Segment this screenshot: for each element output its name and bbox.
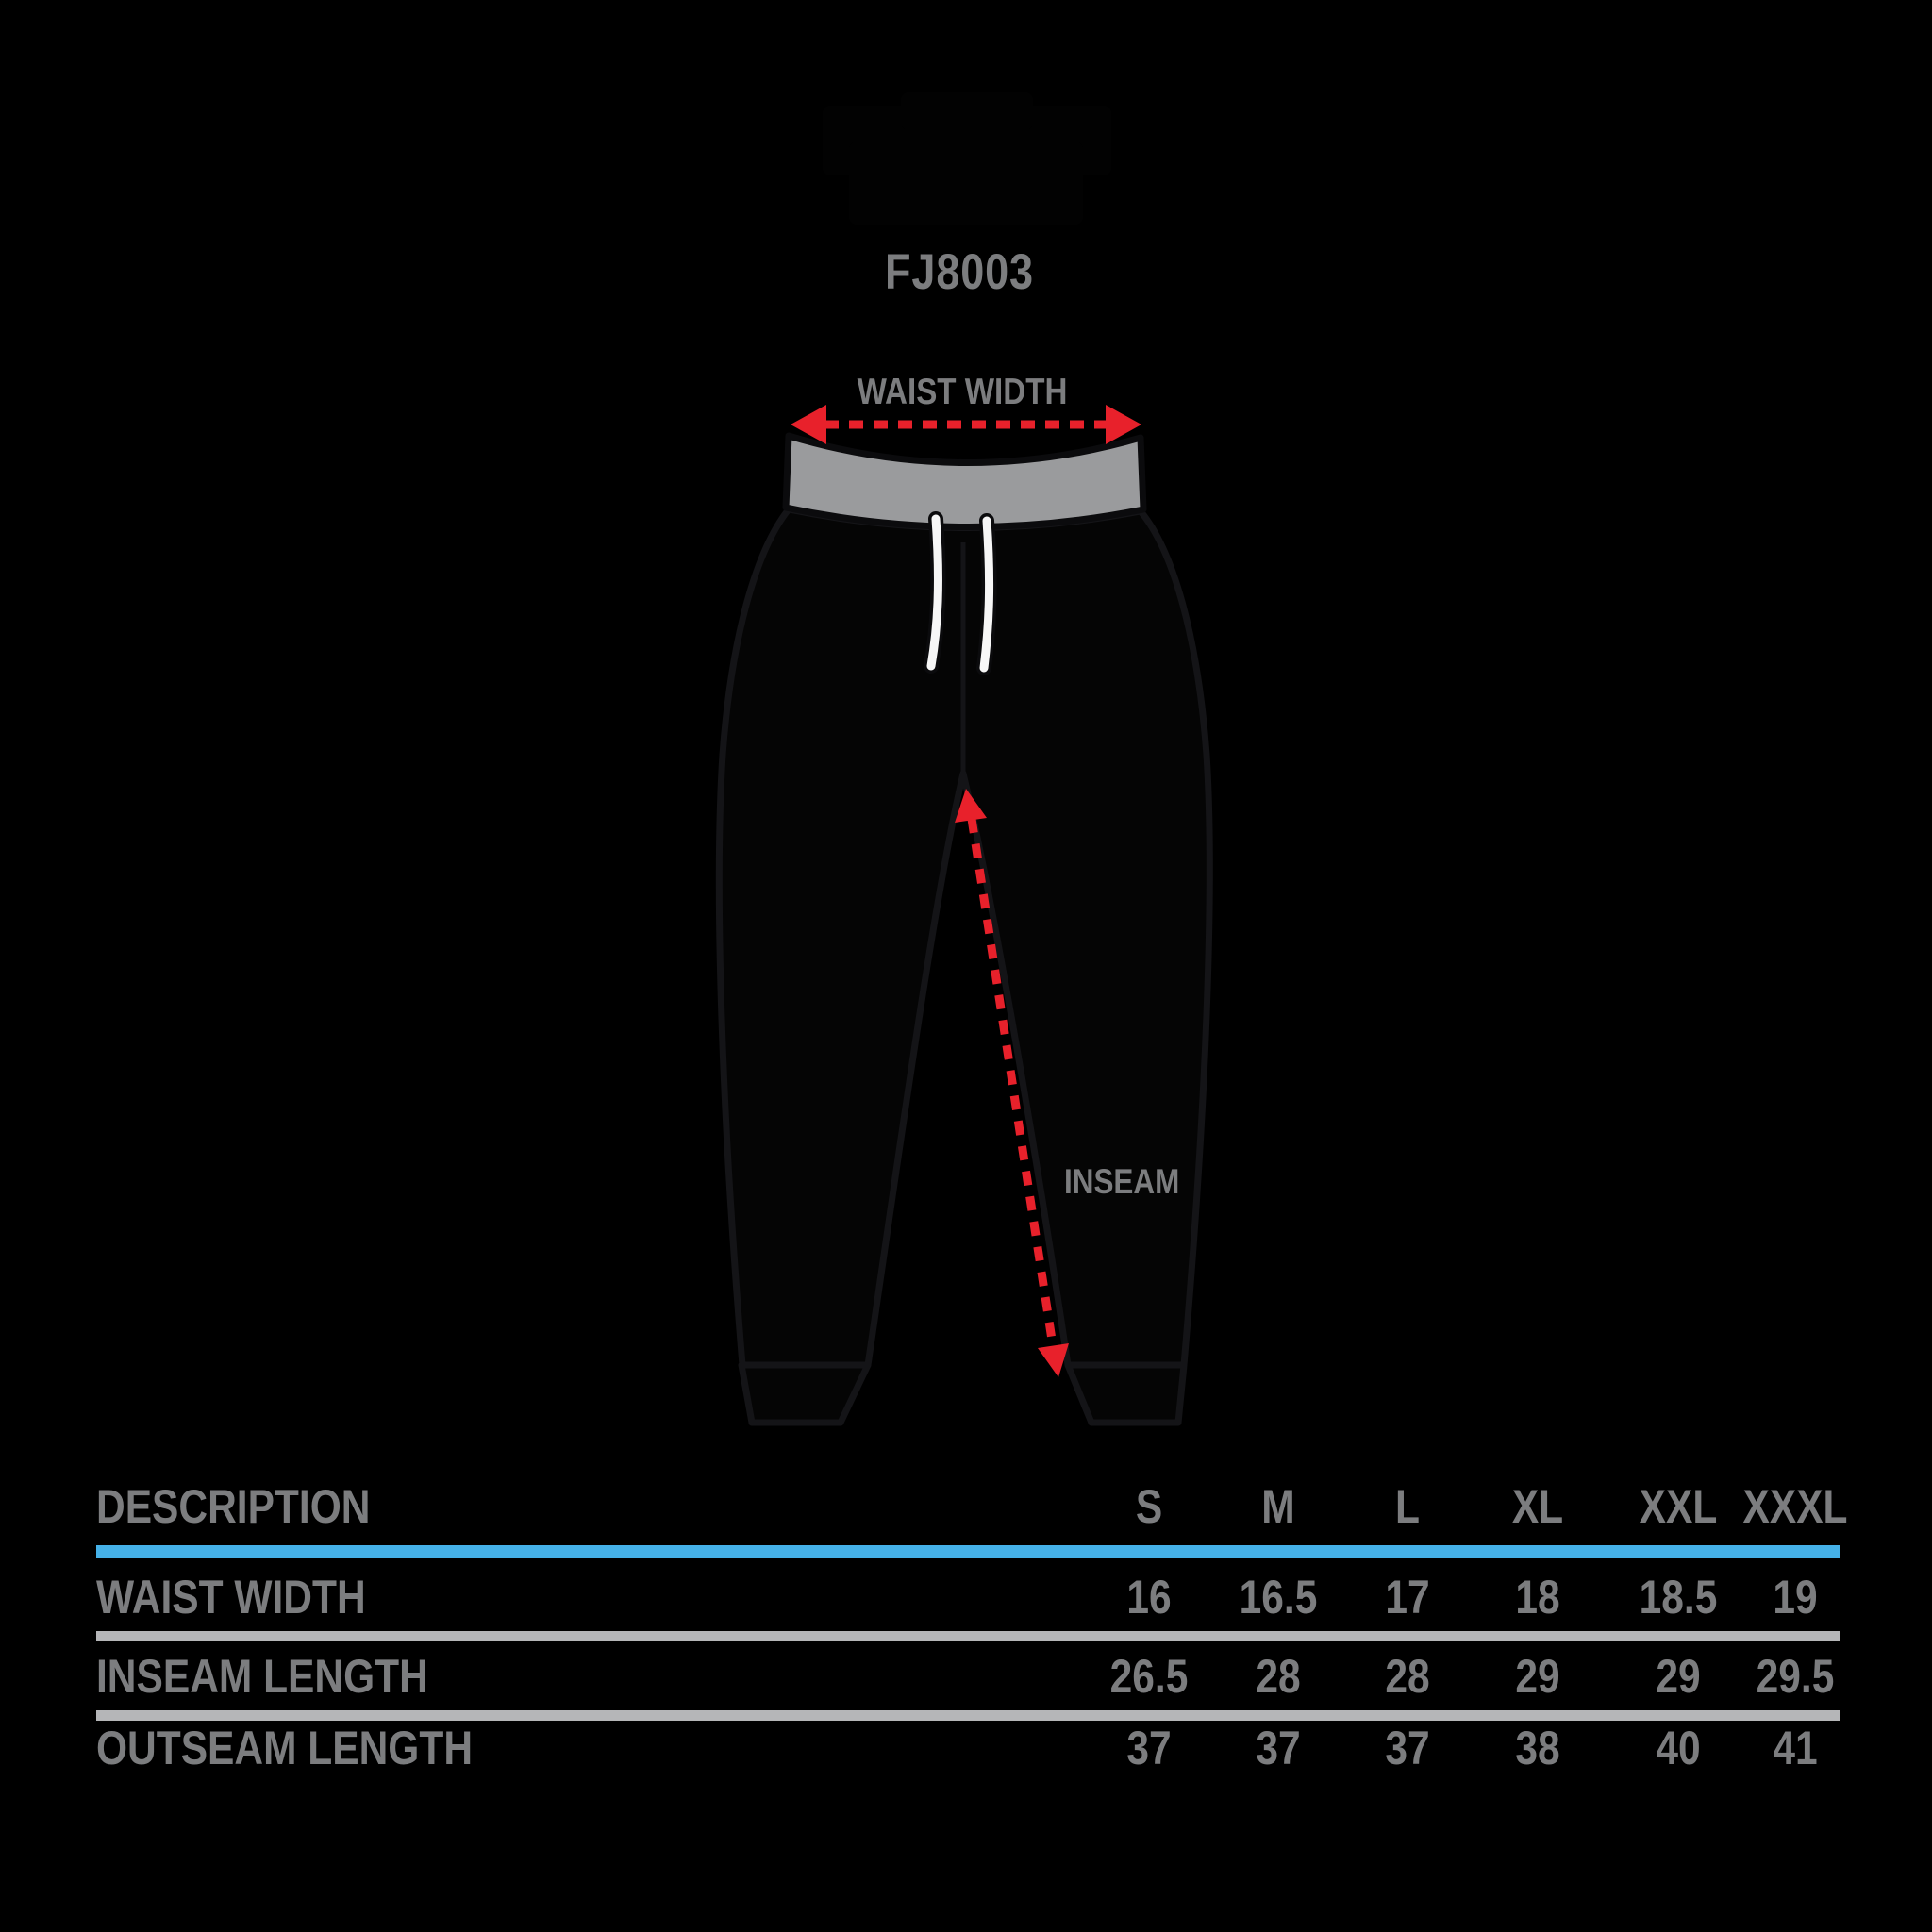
table-value: 28 bbox=[1385, 1650, 1430, 1703]
column-header-size: XXL bbox=[1639, 1480, 1718, 1533]
row-label: WAIST WIDTH bbox=[96, 1571, 366, 1624]
table-value: 29.5 bbox=[1756, 1650, 1835, 1703]
table-value: 37 bbox=[1126, 1722, 1172, 1774]
table-value: 26.5 bbox=[1109, 1650, 1189, 1703]
table-value: 29 bbox=[1656, 1650, 1701, 1703]
right-cuff bbox=[1068, 1365, 1184, 1423]
drawstring-right bbox=[984, 521, 990, 668]
table-value: 18.5 bbox=[1639, 1571, 1718, 1624]
brand-logo bbox=[823, 92, 1111, 225]
table-value: 16 bbox=[1126, 1571, 1172, 1624]
column-header-size: XL bbox=[1511, 1480, 1564, 1533]
waistband bbox=[786, 436, 1143, 527]
table-value: 37 bbox=[1385, 1722, 1430, 1774]
row-label: OUTSEAM LENGTH bbox=[96, 1722, 474, 1774]
column-header-size: XXXL bbox=[1742, 1480, 1848, 1533]
table-header-row bbox=[0, 1480, 1932, 1540]
table-value: 37 bbox=[1256, 1722, 1301, 1774]
table-row-outseam-length bbox=[0, 1724, 1932, 1781]
table-header-rule bbox=[96, 1545, 1840, 1558]
row-label: INSEAM LENGTH bbox=[96, 1650, 428, 1703]
table-row-inseam-length bbox=[0, 1650, 1932, 1709]
column-header-size: L bbox=[1395, 1480, 1420, 1533]
table-value: 18 bbox=[1515, 1571, 1560, 1624]
table-value: 40 bbox=[1656, 1722, 1701, 1774]
table-row-rule bbox=[96, 1631, 1840, 1641]
table-value: 38 bbox=[1515, 1722, 1560, 1774]
waist-width-label: WAIST WIDTH bbox=[857, 372, 1068, 412]
drawstring-left bbox=[931, 519, 938, 666]
column-header-size: M bbox=[1261, 1480, 1295, 1533]
table-value: 41 bbox=[1773, 1722, 1818, 1774]
table-row-waist-width bbox=[0, 1571, 1932, 1630]
inseam-label: INSEAM bbox=[1064, 1162, 1180, 1201]
left-cuff bbox=[741, 1365, 868, 1423]
column-header-size: S bbox=[1135, 1480, 1163, 1533]
table-value: 19 bbox=[1773, 1571, 1818, 1624]
column-header-description: DESCRIPTION bbox=[96, 1480, 371, 1533]
table-value: 16.5 bbox=[1239, 1571, 1318, 1624]
table-value: 28 bbox=[1256, 1650, 1301, 1703]
table-value: 29 bbox=[1515, 1650, 1560, 1703]
product-code: FJ8003 bbox=[885, 244, 1034, 300]
table-row-rule bbox=[96, 1710, 1840, 1721]
table-value: 17 bbox=[1385, 1571, 1430, 1624]
